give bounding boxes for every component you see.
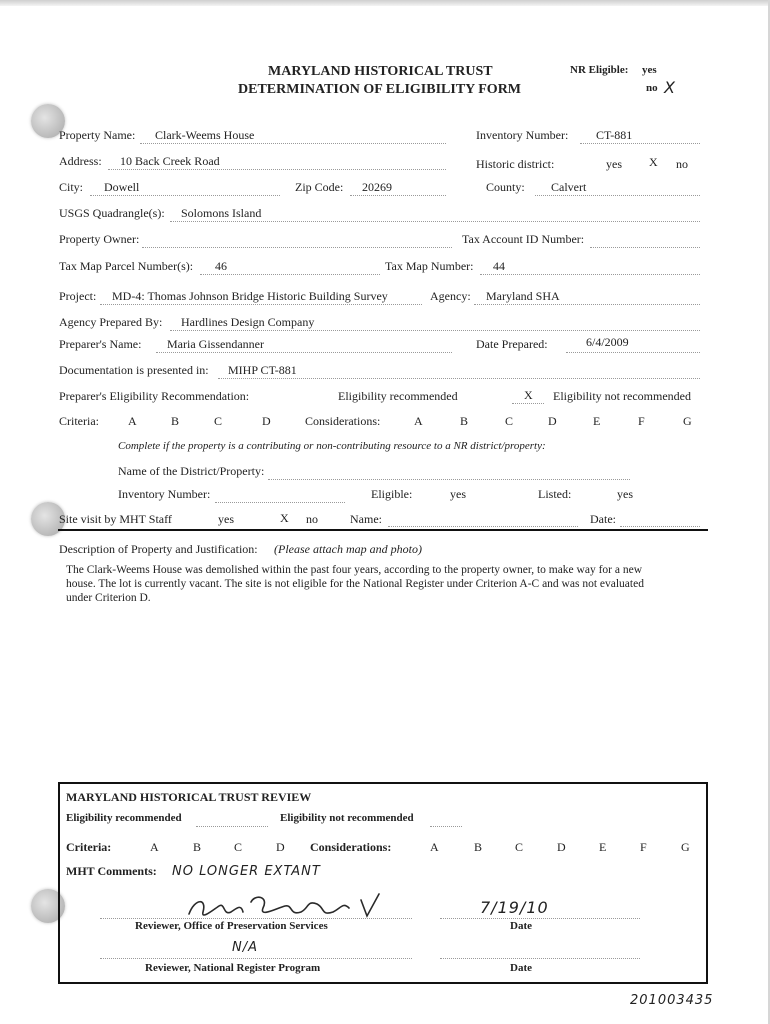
nr-eligible-label: NR Eligible: <box>570 64 629 76</box>
description-line: under Criterion D. <box>66 592 151 604</box>
review-consideration-g: G <box>681 840 690 854</box>
field-line <box>620 526 700 527</box>
agency-prepared-label: Agency Prepared By: <box>59 315 163 329</box>
field-line <box>535 195 700 196</box>
review-eligibility-not-recommended: Eligibility not recommended <box>280 812 414 824</box>
review-consideration-b: B <box>474 840 483 854</box>
tax-map-value: 44 <box>493 259 505 273</box>
review-criteria-b: B <box>193 840 202 854</box>
field-line <box>170 330 700 331</box>
field-line <box>215 502 345 503</box>
inventory-number-value: CT-881 <box>596 128 633 142</box>
signature-line <box>100 918 412 919</box>
district-inventory-label: Inventory Number: <box>118 487 211 501</box>
field-line <box>108 169 446 170</box>
field-line <box>430 826 462 827</box>
signature-line <box>100 958 412 959</box>
address-label: Address: <box>59 154 102 168</box>
mht-comments-value: NO LONGER EXTANT <box>172 864 321 879</box>
field-line <box>156 352 452 353</box>
address-value: 10 Back Creek Road <box>120 154 220 168</box>
inventory-number-label: Inventory Number: <box>476 128 569 142</box>
review-consideration-e: E <box>599 840 607 854</box>
field-line <box>218 378 700 379</box>
reviewer-ops-label: Reviewer, Office of Preservation Services <box>135 920 328 932</box>
property-owner-label: Property Owner: <box>59 232 140 246</box>
district-eligible-yes: yes <box>450 487 466 501</box>
historic-district-mark: X <box>649 155 658 169</box>
reviewer-nr-label: Reviewer, National Register Program <box>145 962 321 974</box>
consideration-c: C <box>505 414 514 428</box>
district-name-label: Name of the District/Property: <box>118 464 265 478</box>
field-line <box>590 247 700 248</box>
documentation-value: MIHP CT-881 <box>228 363 297 377</box>
preparer-name-label: Preparer's Name: <box>59 337 142 351</box>
signature-line <box>440 958 640 959</box>
property-name-label: Property Name: <box>59 128 136 142</box>
site-visit-yes: yes <box>218 512 234 526</box>
consideration-d: D <box>548 414 557 428</box>
district-eligible-label: Eligible: <box>371 487 413 501</box>
field-line <box>388 526 578 527</box>
review-considerations-label: Considerations: <box>310 840 392 854</box>
criteria-b: B <box>171 414 180 428</box>
reviewer-nr-date-label: Date <box>510 962 532 974</box>
description-label: Description of Property and Justification: <box>59 542 258 556</box>
project-label: Project: <box>59 289 97 303</box>
review-consideration-c: C <box>515 840 524 854</box>
tax-parcel-value: 46 <box>215 259 227 273</box>
historic-district-no: no <box>676 157 688 171</box>
field-line <box>100 304 422 305</box>
district-listed-yes: yes <box>617 487 633 501</box>
criteria-label: Criteria: <box>59 414 99 428</box>
field-line <box>140 143 446 144</box>
form-subtitle: DETERMINATION OF ELIGIBILITY FORM <box>238 82 522 97</box>
handwritten-stamp-number: 201003435 <box>630 993 714 1008</box>
city-label: City: <box>59 180 84 194</box>
criteria-c: C <box>214 414 223 428</box>
consideration-f: F <box>638 414 645 428</box>
historic-district-yes: yes <box>606 157 622 171</box>
field-line <box>480 274 700 275</box>
mht-comments-label: MHT Comments: <box>66 864 157 878</box>
review-consideration-d: D <box>557 840 566 854</box>
site-visit-mark: X <box>280 511 289 525</box>
usgs-value: Solomons Island <box>181 206 262 220</box>
property-name-value: Clark-Weems House <box>155 128 255 142</box>
considerations-label: Considerations: <box>305 414 381 428</box>
documentation-label: Documentation is presented in: <box>59 363 209 377</box>
scan-top-edge <box>0 0 770 6</box>
field-line <box>580 143 700 144</box>
field-line <box>512 403 544 404</box>
field-line <box>566 352 700 353</box>
review-criteria-d: D <box>276 840 285 854</box>
signature-line <box>440 918 640 919</box>
consideration-a: A <box>414 414 423 428</box>
district-instruction: Complete if the property is a contributing or non-contributing resource to a NR district/property: <box>118 440 546 452</box>
description-line: The Clark-Weems House was demolished within the past four years, according to the property owner, to make way for a new <box>66 564 642 576</box>
eligibility-not-recommended: Eligibility not recommended <box>553 389 691 403</box>
consideration-b: B <box>460 414 469 428</box>
reviewer-ops-date-label: Date <box>510 920 532 932</box>
city-value: Dowell <box>104 180 140 194</box>
agency-prepared-value: Hardlines Design Company <box>181 315 315 329</box>
site-visit-no: no <box>306 512 318 526</box>
review-criteria-label: Criteria: <box>66 840 112 854</box>
field-line <box>200 274 380 275</box>
date-prepared-label: Date Prepared: <box>476 337 548 351</box>
review-consideration-a: A <box>430 840 439 854</box>
criteria-a: A <box>128 414 137 428</box>
consideration-e: E <box>593 414 601 428</box>
tax-map-label: Tax Map Number: <box>385 259 474 273</box>
site-visit-date-label: Date: <box>590 512 616 526</box>
description-line: house. The lot is currently vacant. The site is not eligible for the National Register under Criterion A-C and was not evaluated <box>66 578 644 590</box>
site-visit-label: Site visit by MHT Staff <box>59 512 172 526</box>
field-line <box>196 826 268 827</box>
agency-value: Maryland SHA <box>486 289 560 303</box>
review-consideration-f: F <box>640 840 647 854</box>
field-line <box>142 247 452 248</box>
field-line <box>474 304 700 305</box>
review-title: MARYLAND HISTORICAL TRUST REVIEW <box>66 790 312 804</box>
field-line <box>268 479 630 480</box>
section-divider <box>58 529 708 531</box>
county-label: County: <box>486 180 525 194</box>
nr-eligible-yes: yes <box>642 64 657 76</box>
tax-parcel-label: Tax Map Parcel Number(s): <box>59 259 194 273</box>
field-line <box>170 221 700 222</box>
review-criteria-a: A <box>150 840 159 854</box>
eligibility-recommended: Eligibility recommended <box>338 389 458 403</box>
description-note: (Please attach map and photo) <box>274 542 422 556</box>
reviewer-date-value: 7/19/10 <box>480 898 549 917</box>
project-value: MD-4: Thomas Johnson Bridge Historic Building Survey <box>112 289 388 303</box>
reviewer-nr-value: N/A <box>232 940 258 955</box>
recommendation-mark: X <box>524 388 533 402</box>
county-value: Calvert <box>551 180 587 194</box>
review-criteria-c: C <box>234 840 243 854</box>
historic-district-label: Historic district: <box>476 157 555 171</box>
agency-label: Agency: <box>430 289 471 303</box>
nr-eligible-no: no <box>646 82 658 94</box>
district-listed-label: Listed: <box>538 487 572 501</box>
nr-no-mark: X <box>664 78 676 97</box>
review-eligibility-recommended: Eligibility recommended <box>66 812 182 824</box>
zip-code-label: Zip Code: <box>295 180 344 194</box>
zip-code-value: 20269 <box>362 180 392 194</box>
preparer-recommendation-label: Preparer's Eligibility Recommendation: <box>59 389 250 403</box>
form-title: MARYLAND HISTORICAL TRUST <box>268 64 493 79</box>
field-line <box>350 195 446 196</box>
date-prepared-value: 6/4/2009 <box>586 335 629 349</box>
criteria-d: D <box>262 414 271 428</box>
tax-account-label: Tax Account ID Number: <box>462 232 585 246</box>
site-visit-name-label: Name: <box>350 512 382 526</box>
field-line <box>90 195 280 196</box>
usgs-label: USGS Quadrangle(s): <box>59 206 165 220</box>
consideration-g: G <box>683 414 692 428</box>
preparer-name-value: Maria Gissendanner <box>167 337 264 351</box>
